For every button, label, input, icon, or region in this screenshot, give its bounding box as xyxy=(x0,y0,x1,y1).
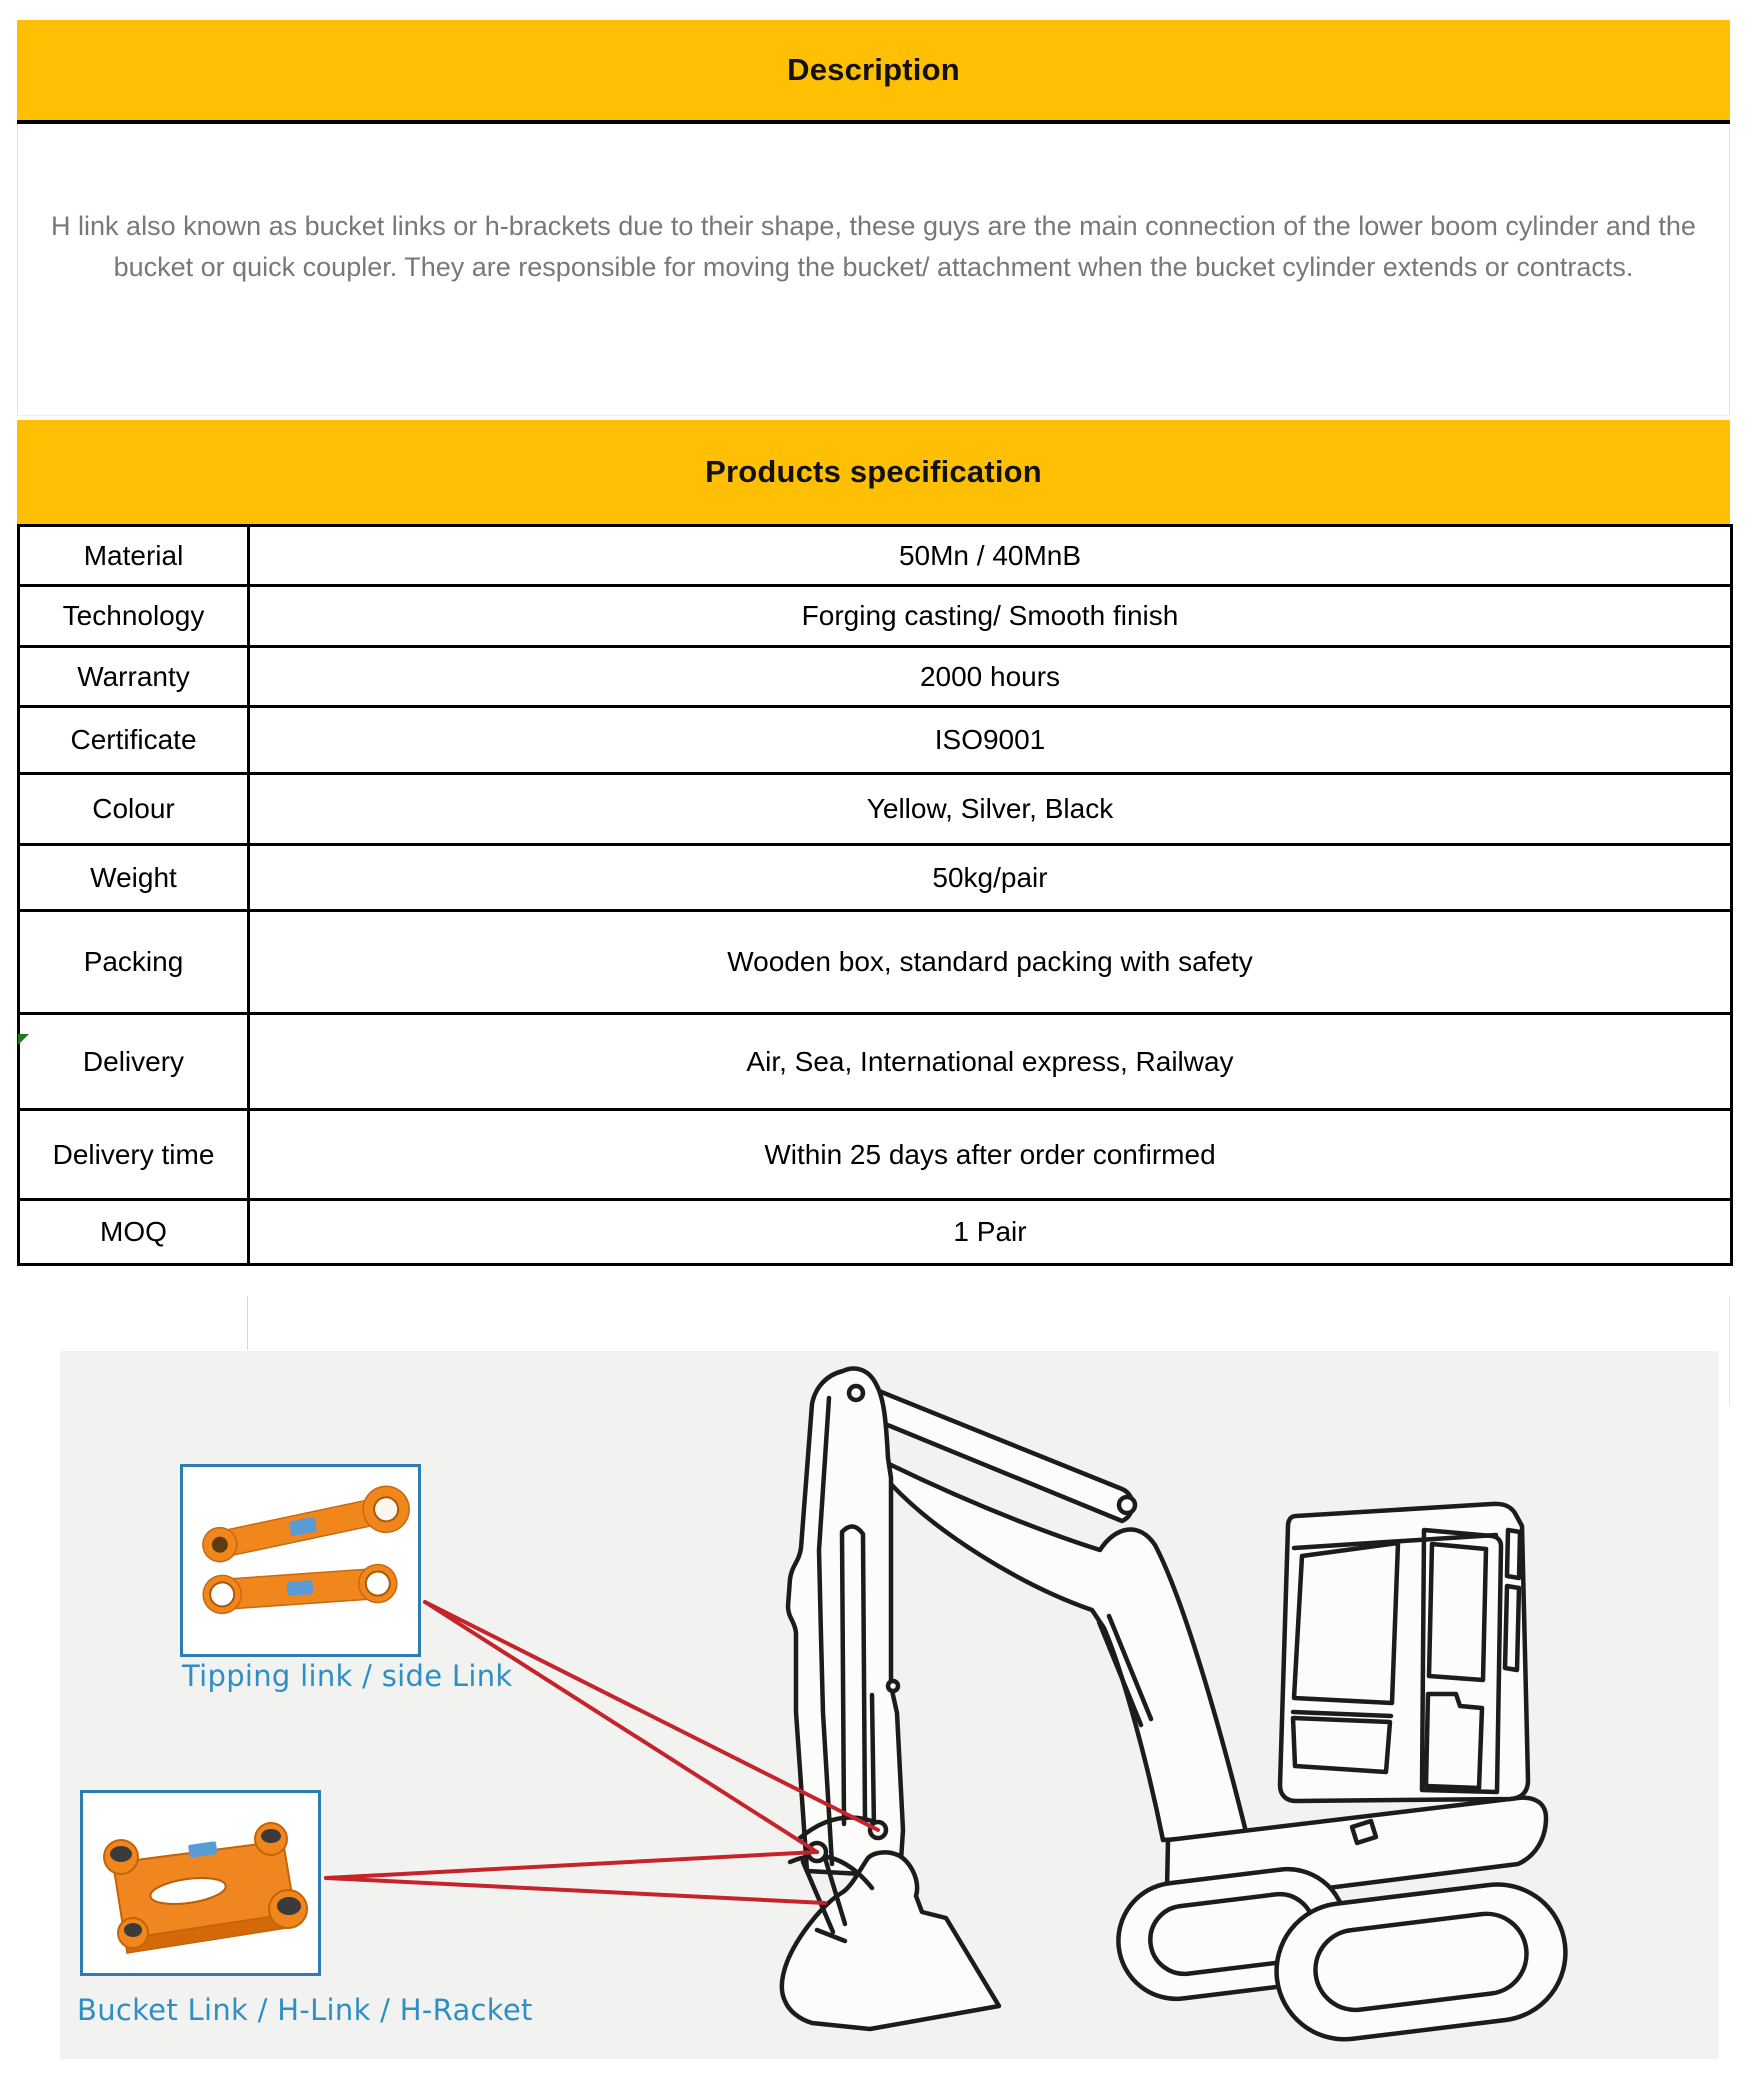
description-title: Description xyxy=(787,52,960,87)
table-row xyxy=(19,526,1732,586)
spec-row-value: Wooden box, standard packing with safety xyxy=(249,911,1732,1014)
spec-row-label: Delivery time xyxy=(19,1110,249,1200)
spec-row-label: Colour xyxy=(19,774,249,845)
spec-row-label: Material xyxy=(19,526,249,586)
table-row xyxy=(19,707,1732,774)
description-box xyxy=(17,124,1730,416)
tipping-link-image xyxy=(183,1467,418,1654)
spec-row-label: MOQ xyxy=(19,1200,249,1265)
spec-row-value: 1 Pair xyxy=(249,1200,1732,1265)
table-row xyxy=(19,586,1732,647)
table-row xyxy=(19,774,1732,845)
spec-row-value: 50Mn / 40MnB xyxy=(249,526,1732,586)
table-right-divider-stub xyxy=(1729,1296,1730,1406)
spec-row-value: 50kg/pair xyxy=(249,845,1732,911)
spec-row-value: Air, Sea, International express, Railway xyxy=(249,1014,1732,1110)
spec-row-value: 2000 hours xyxy=(249,647,1732,707)
figure-region xyxy=(60,1351,1719,2059)
bucket-link-image-box xyxy=(80,1790,321,1976)
table-row xyxy=(19,1110,1732,1200)
spec-banner xyxy=(17,420,1730,524)
description-banner xyxy=(17,20,1730,124)
spec-row-label: Weight xyxy=(19,845,249,911)
spec-table xyxy=(17,524,1733,1266)
spec-row-value: Within 25 days after order confirmed xyxy=(249,1110,1732,1200)
spec-row-value: Forging casting/ Smooth finish xyxy=(249,586,1732,647)
table-row xyxy=(19,911,1732,1014)
cell-comment-marker-icon xyxy=(18,1034,29,1045)
spec-row-label: Delivery xyxy=(19,1014,249,1110)
spec-row-label: Technology xyxy=(19,586,249,647)
tipping-link-image-box xyxy=(180,1464,421,1657)
spec-row-label: Warranty xyxy=(19,647,249,707)
spec-row-label: Packing xyxy=(19,911,249,1014)
bucket-link-caption: Bucket Link / H-Link / H-Racket xyxy=(77,1993,533,2027)
table-row xyxy=(19,1014,1732,1110)
table-row xyxy=(19,1200,1732,1265)
spec-title: Products specification xyxy=(705,454,1042,489)
table-column-divider-stub xyxy=(247,1296,248,1350)
spec-row-value: ISO9001 xyxy=(249,707,1732,774)
table-row xyxy=(19,647,1732,707)
table-row xyxy=(19,845,1732,911)
description-paragraph: H link also known as bucket links or h-brackets due to their shape, these guys are the main connection of the lower boom cylinder and the bucket or quick coupler. They are responsible for moving the bucket/ attachment when the bucket cylinder extends or contracts. xyxy=(51,211,1696,282)
spec-row-label: Certificate xyxy=(19,707,249,774)
tipping-link-caption: Tipping link / side Link xyxy=(182,1659,513,1693)
spec-row-value: Yellow, Silver, Black xyxy=(249,774,1732,845)
bucket-link-image xyxy=(83,1793,318,1973)
